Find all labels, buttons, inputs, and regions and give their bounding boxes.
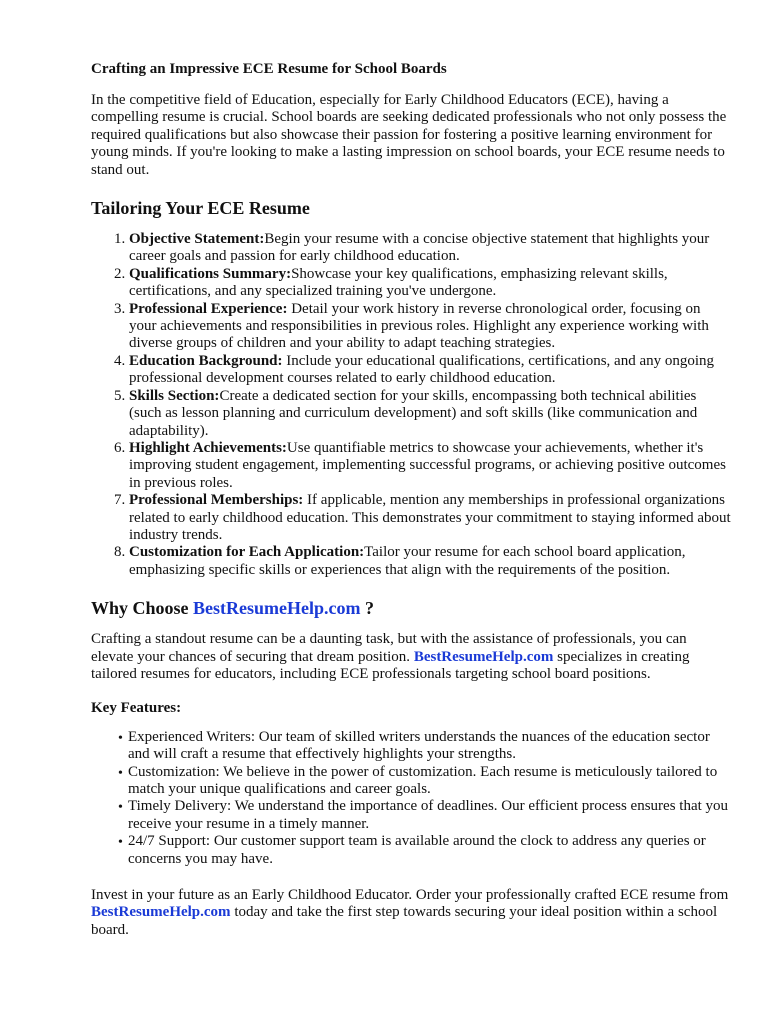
list-item (129, 492, 731, 544)
document-title: Crafting an Impressive ECE Resume for School Boards (91, 61, 447, 77)
list-item (129, 388, 731, 440)
list-item: • Experienced Writers: Our team of skilled writers understands the nuances of the education sector and will craft a resume that effectively highlights your strengths. (128, 729, 731, 764)
closing-before: Invest in your future as an Early Childhood Educator. Order your professionally crafted ECE resume from (91, 887, 729, 904)
item-text: Create a dedicated section for your skills, encompassing both technical abilities (such as lesson planning and curriculum development) and soft skills (like communication and adaptability). (129, 387, 698, 439)
why-para-after: specializes in creating tailored resumes for educators, including ECE professionals targeting school board positions. (91, 648, 690, 682)
why-para-link[interactable]: BestResumeHelp.com (413, 648, 554, 665)
why-heading-prefix: Why Choose (91, 598, 194, 619)
list-item (129, 231, 731, 266)
closing-paragraph (91, 887, 731, 939)
item-term: Professional Experience: (129, 300, 288, 317)
why-heading-suffix: ? (360, 598, 374, 619)
key-features-heading: Key Features: (91, 700, 182, 717)
item-text: Include your educational qualifications, certifications, and any ongoing professional development courses related to early childhood education. (129, 352, 715, 387)
list-item: • Customization: We believe in the power of customization. Each resume is meticulously tailored to match your unique qualifications and career goals. (128, 764, 731, 799)
list-item: • 24/7 Support: Our customer support team is available around the clock to address any queries or concerns you may have. (128, 833, 731, 868)
list-item (129, 544, 731, 579)
item-text: Tailor your resume for each school board application, emphasizing specific skills or experiences that align with the requirements of the position. (129, 544, 686, 578)
list-item: • Timely Delivery: We understand the importance of deadlines. Our efficient process ensures that you receive your resume in a timely manner. (128, 798, 731, 833)
item-term: Skills Section: (129, 387, 220, 404)
key-features-list (91, 729, 731, 868)
item-term: Professional Memberships: (129, 492, 304, 509)
item-term: Customization for Each Application: (129, 544, 365, 561)
item-term: Objective Statement: (129, 231, 265, 248)
why-heading-link[interactable]: BestResumeHelp.com (193, 598, 361, 619)
why-paragraph (91, 631, 731, 683)
tailoring-list (91, 231, 731, 579)
item-term: Qualifications Summary: (129, 265, 292, 282)
item-text: If applicable, mention any memberships in professional organizations related to early childhood education. This demonstrates your commitment to staying informed about industry trends. (129, 492, 731, 543)
item-term: Education Background: (129, 352, 283, 369)
item-text: Detail your work history in reverse chronological order, focusing on your achievements and responsibilities in previous roles. Highlight any experience working with diverse groups of children and your ability to adapt teaching strategies. (129, 300, 709, 352)
why-para-before: Crafting a standout resume can be a daunting task, but with the assistance of professionals, you can elevate your chances of securing that dream position. (91, 631, 687, 665)
closing-link[interactable]: BestResumeHelp.com (91, 904, 231, 921)
why-choose-heading (91, 597, 731, 619)
list-item (129, 301, 731, 353)
tailoring-heading: Tailoring Your ECE Resume (91, 198, 310, 219)
item-text: Showcase your key qualifications, emphasizing relevant skills, certifications, and any specialized training you've undergone. (129, 265, 668, 300)
item-text: Use quantifiable metrics to showcase your achievements, whether it's improving student engagement, implementing successful programs, or achieving positive outcomes in previous roles. (129, 439, 726, 491)
list-item (129, 266, 731, 301)
closing-after: today and take the first step towards securing your ideal position within a school board. (91, 904, 718, 938)
item-text: Begin your resume with a concise objective statement that highlights your career goals and passion for early childhood education. (129, 231, 710, 265)
intro-paragraph: In the competitive field of Education, especially for Early Childhood Educators (ECE), having a compelling resume is crucial. School boards are seeking dedicated professionals who not only possess the required qualifications but also showcase their passion for fostering a positive learning environment for young minds. If you're looking to make a lasting impression on school boards, your ECE resume needs to stand out. (91, 92, 727, 178)
item-term: Highlight Achievements: (129, 439, 287, 456)
list-item (129, 353, 731, 388)
list-item (129, 440, 731, 492)
document-page (91, 60, 731, 939)
